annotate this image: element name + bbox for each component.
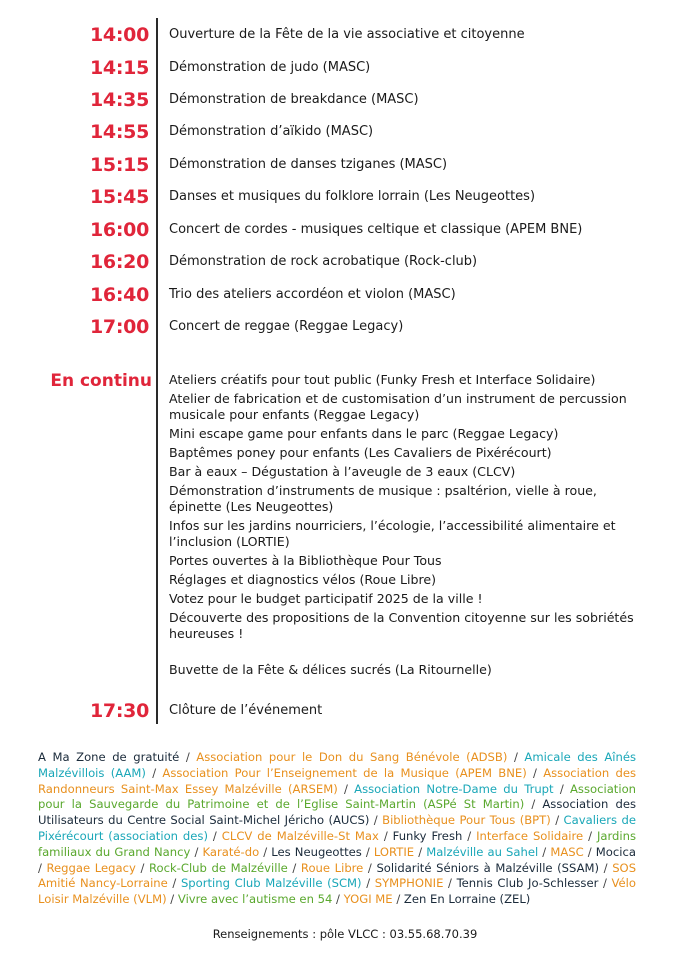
association-name: Malzéville au Sahel	[426, 844, 539, 859]
association-name: A Ma Zone de gratuité	[38, 750, 180, 764]
association-name: Karaté-do	[202, 844, 260, 859]
association-name: Vélo Loisir Malzéville (VLM)	[38, 876, 636, 907]
association-name: Association des Utilisateurs du Centre Social Saint-Michel Jéricho (AUCS)	[38, 797, 637, 828]
association-name: MASC	[550, 844, 584, 859]
association-name: Mocica	[595, 844, 636, 859]
schedule-activity: Démonstration de breakdance (MASC)	[169, 92, 419, 107]
separator: /	[38, 860, 47, 875]
schedule-activity: Démonstration d’aïkido (MASC)	[169, 124, 374, 139]
continuous-item: Infos sur les jardins nourriciers, l’écologie, l’accessibilité alimentaire et l’inclusion (LORTIE)	[169, 518, 616, 549]
association-name: Solidarité Séniors à Malzéville (SSAM)	[376, 860, 600, 875]
separator: /	[135, 860, 149, 875]
schedule-time: 14:35	[90, 89, 149, 111]
continuous-item: Atelier de fabrication et de customisation d’un instrument de percussion musicale pour enfants (Reggae Legacy)	[169, 391, 627, 422]
association-name: Bibliothèque Pour Tous (BPT)	[382, 813, 551, 828]
continuous-list	[169, 372, 639, 681]
association-name: SOS Amitié Nancy-Lorraine	[38, 860, 637, 891]
separator: /	[462, 828, 477, 843]
closing-time: 17:30	[90, 700, 149, 722]
schedule-time: 16:00	[90, 219, 149, 241]
separator: /	[179, 750, 197, 764]
association-name: Jardins familiaux du Grand Nancy	[38, 828, 636, 859]
separator: /	[145, 765, 163, 780]
closing-activity: Clôture de l’événement	[169, 703, 323, 718]
schedule-time: 14:55	[90, 121, 149, 143]
schedule-time: 14:00	[90, 24, 149, 46]
schedule-time: 16:40	[90, 284, 149, 306]
schedule-time: 16:20	[90, 251, 149, 273]
buvette-item: Buvette de la Fête & délices sucrés (La Ritournelle)	[169, 662, 492, 677]
association-name: Tennis Club Jo-Schlesser	[456, 876, 599, 891]
association-name: Vivre avec l’autisme en 54	[177, 892, 333, 907]
schedule-activity: Trio des ateliers accordéon et violon (MASC)	[169, 287, 456, 302]
separator: /	[361, 844, 374, 859]
schedule-time: 15:15	[90, 154, 149, 176]
separator: /	[524, 797, 543, 812]
separator: /	[550, 813, 564, 828]
contact-info: Renseignements : pôle VLCC : 03.55.68.70.39	[212, 927, 478, 941]
schedule-time: 14:15	[90, 57, 149, 79]
association-name: Funky Fresh	[392, 828, 463, 843]
separator: /	[538, 844, 551, 859]
separator: /	[332, 892, 344, 907]
association-name: Association Notre-Dame du Trupt	[354, 781, 554, 796]
separator: /	[507, 750, 525, 764]
associations-list	[38, 750, 636, 908]
separator: /	[369, 813, 383, 828]
association-name: Zen En Lorraine (ZEL)	[403, 892, 531, 907]
continuous-item: Votez pour le budget participatif 2025 de la ville !	[169, 591, 483, 606]
continuous-item: Ateliers créatifs pour tout public (Funky Fresh et Interface Solidaire)	[169, 372, 596, 387]
schedule-activity: Ouverture de la Fête de la vie associative et citoyenne	[169, 27, 525, 42]
separator: /	[599, 860, 613, 875]
separator: /	[378, 828, 393, 843]
association-name: Amicale des Aînés Malzévillois (AAM)	[38, 750, 637, 780]
schedule-time: 15:45	[90, 186, 149, 208]
schedule-activity: Concert de reggae (Reggae Legacy)	[169, 319, 404, 334]
schedule-activity: Concert de cordes - musiques celtique et classique (APEM BNE)	[169, 222, 583, 237]
association-name: CLCV de Malzéville-St Max	[221, 828, 379, 843]
schedule-activity: Démonstration de rock acrobatique (Rock-club)	[169, 254, 478, 269]
association-name: Les Neugeottes	[271, 844, 362, 859]
continuous-item: Bar à eaux – Dégustation à l’aveugle de 3 eaux (CLCV)	[169, 464, 516, 479]
separator: /	[443, 876, 457, 891]
association-name: Sporting Club Malzéville (SCM)	[180, 876, 362, 891]
separator: /	[167, 876, 181, 891]
separator: /	[583, 844, 596, 859]
association-name: Roue Libre	[300, 860, 364, 875]
continuous-item: Démonstration d’instruments de musique : psaltérion, vielle à roue, épinette (Les Neugeottes)	[169, 483, 597, 514]
separator: /	[363, 860, 377, 875]
schedule-activity: Démonstration de danses tziganes (MASC)	[169, 157, 448, 172]
association-name: Association pour le Don du Sang Bénévole (ADSB)	[196, 750, 508, 764]
timeline-divider	[156, 18, 158, 724]
association-name: Rock-Club de Malzéville	[148, 860, 288, 875]
association-name: Reggae Legacy	[46, 860, 136, 875]
separator: /	[287, 860, 301, 875]
separator: /	[337, 781, 355, 796]
association-name: Association des Randonneurs Saint-Max Essey Malzéville (ARSEM)	[38, 765, 637, 796]
schedule-activity: Danses et musiques du folklore lorrain (Les Neugeottes)	[169, 189, 536, 204]
continuous-item: Mini escape game pour enfants dans le parc (Reggae Legacy)	[169, 426, 559, 441]
continuous-item: Réglages et diagnostics vélos (Roue Libre)	[169, 572, 437, 587]
separator: /	[553, 781, 570, 796]
separator: /	[208, 828, 222, 843]
association-name: YOGI ME	[343, 892, 393, 907]
separator: /	[392, 892, 404, 907]
association-name: SYMPHONIE	[374, 876, 444, 891]
separator: /	[190, 844, 203, 859]
association-name: Cavaliers de Pixérécourt (association des)	[38, 813, 636, 843]
continuous-label: En continu	[50, 371, 152, 391]
separator: /	[598, 876, 612, 891]
continuous-item: Découverte des propositions de la Convention citoyenne sur les sobriétés heureuses !	[169, 610, 634, 641]
separator: /	[526, 765, 544, 780]
separator: /	[259, 844, 272, 859]
schedule-time: 17:00	[90, 316, 149, 338]
continuous-item: Baptêmes poney pour enfants (Les Cavaliers de Pixérécourt)	[169, 445, 552, 460]
association-name: Interface Solidaire	[476, 828, 584, 843]
association-name: Association pour la Sauvegarde du Patrimoine et de l’Eglise Saint-Martin (ASPé St Martin)	[38, 781, 637, 812]
association-name: LORTIE	[373, 844, 415, 859]
separator: /	[361, 876, 375, 891]
separator: /	[414, 844, 427, 859]
schedule-activity: Démonstration de judo (MASC)	[169, 60, 371, 75]
association-name: Association Pour l’Enseignement de la Musique (APEM BNE)	[162, 765, 527, 780]
separator: /	[166, 892, 178, 907]
separator: /	[583, 828, 597, 843]
continuous-item: Portes ouvertes à la Bibliothèque Pour Tous	[169, 553, 442, 568]
